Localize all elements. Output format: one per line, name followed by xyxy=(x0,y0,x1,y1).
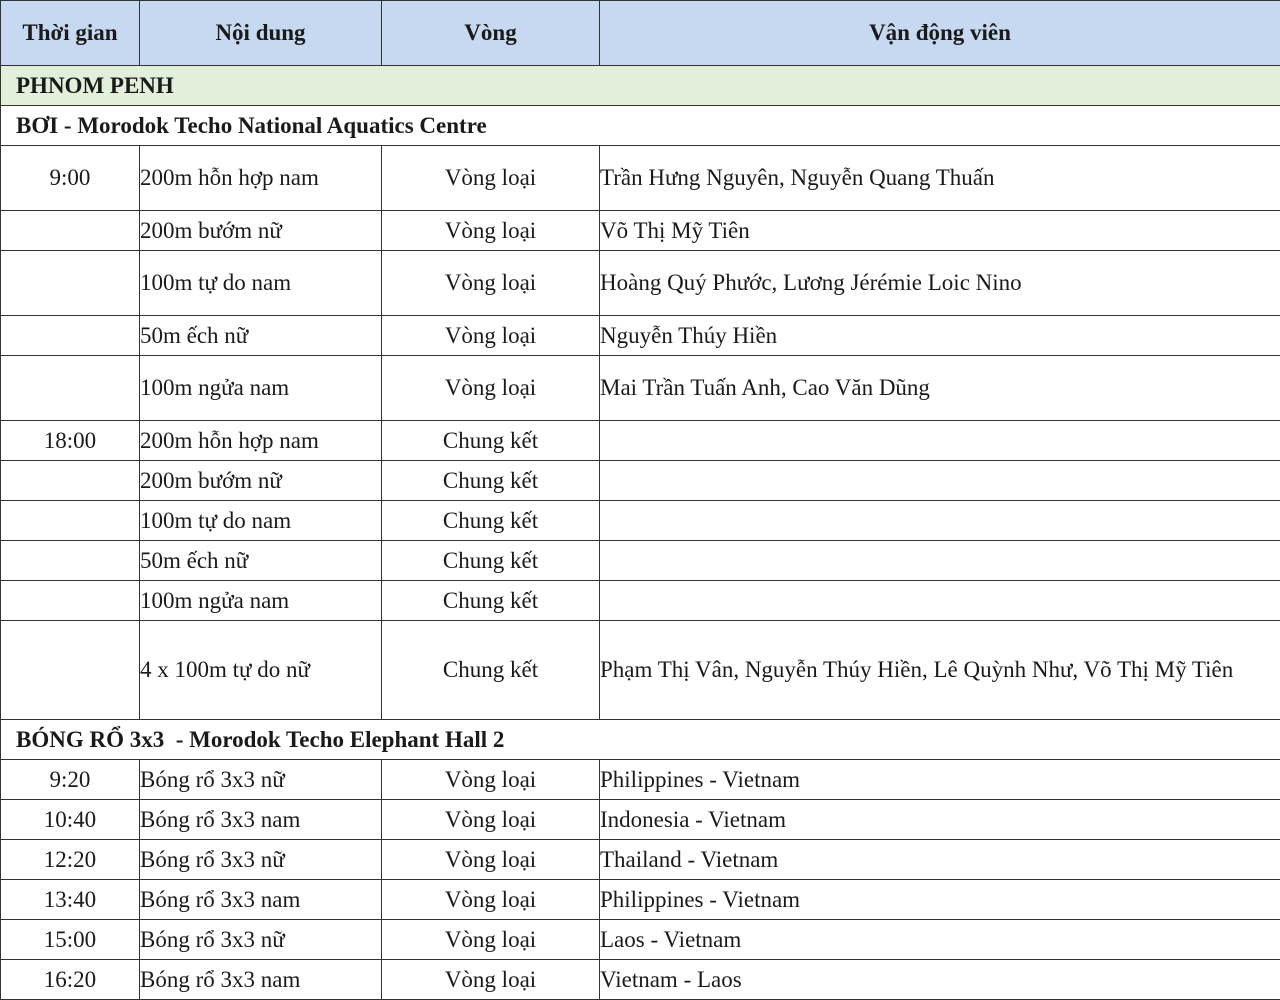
table-row xyxy=(1,501,1280,541)
section-header-swimming xyxy=(1,106,1280,146)
event-cell: Bóng rổ 3x3 nữ xyxy=(140,840,382,880)
round-cell: Vòng loại xyxy=(382,800,600,840)
event-cell: Bóng rổ 3x3 nữ xyxy=(140,760,382,800)
header-round: Vòng xyxy=(382,1,600,66)
time-cell: 9:20 xyxy=(1,760,140,800)
round-cell: Vòng loại xyxy=(382,760,600,800)
header-row xyxy=(1,1,1280,66)
event-cell: 100m ngửa nam xyxy=(140,581,382,621)
athletes-cell: Võ Thị Mỹ Tiên xyxy=(600,211,1280,251)
event-cell: Bóng rổ 3x3 nam xyxy=(140,960,382,1000)
athletes-cell xyxy=(600,581,1280,621)
round-cell: Vòng loại xyxy=(382,960,600,1000)
event-cell: 200m hỗn hợp nam xyxy=(140,146,382,211)
event-cell: 4 x 100m tự do nữ xyxy=(140,621,382,720)
round-cell: Vòng loại xyxy=(382,251,600,316)
table-row xyxy=(1,960,1280,1000)
time-cell: 12:20 xyxy=(1,840,140,880)
round-cell: Chung kết xyxy=(382,501,600,541)
table-row xyxy=(1,760,1280,800)
time-cell xyxy=(1,621,140,720)
table-row xyxy=(1,356,1280,421)
time-cell: 13:40 xyxy=(1,880,140,920)
round-cell: Chung kết xyxy=(382,621,600,720)
athletes-cell: Indonesia - Vietnam xyxy=(600,800,1280,840)
round-cell: Vòng loại xyxy=(382,211,600,251)
athletes-cell xyxy=(600,421,1280,461)
time-cell xyxy=(1,356,140,421)
athletes-cell: Vietnam - Laos xyxy=(600,960,1280,1000)
table-row xyxy=(1,920,1280,960)
event-cell: Bóng rổ 3x3 nam xyxy=(140,880,382,920)
round-cell: Vòng loại xyxy=(382,356,600,421)
round-cell: Chung kết xyxy=(382,541,600,581)
athletes-cell: Trần Hưng Nguyên, Nguyễn Quang Thuấn xyxy=(600,146,1280,211)
table-row xyxy=(1,461,1280,501)
time-cell xyxy=(1,251,140,316)
section-title: BÓNG RỔ 3x3 - Morodok Techo Elephant Hall 2 xyxy=(1,720,1280,760)
round-cell: Chung kết xyxy=(382,461,600,501)
round-cell: Chung kết xyxy=(382,581,600,621)
time-cell xyxy=(1,541,140,581)
table-row xyxy=(1,211,1280,251)
athletes-cell: Thailand - Vietnam xyxy=(600,840,1280,880)
table-row xyxy=(1,251,1280,316)
round-cell: Vòng loại xyxy=(382,316,600,356)
time-cell xyxy=(1,581,140,621)
event-cell: 200m bướm nữ xyxy=(140,211,382,251)
table-row xyxy=(1,146,1280,211)
time-cell xyxy=(1,316,140,356)
event-cell: 100m tự do nam xyxy=(140,501,382,541)
header-time: Thời gian xyxy=(1,1,140,66)
event-cell: 100m tự do nam xyxy=(140,251,382,316)
athletes-cell xyxy=(600,541,1280,581)
athletes-cell: Mai Trần Tuấn Anh, Cao Văn Dũng xyxy=(600,356,1280,421)
city-row xyxy=(1,66,1280,106)
round-cell: Vòng loại xyxy=(382,146,600,211)
section-title: BƠI - Morodok Techo National Aquatics Centre xyxy=(1,106,1280,146)
athletes-cell: Hoàng Quý Phước, Lương Jérémie Loic Nino xyxy=(600,251,1280,316)
athletes-cell: Phạm Thị Vân, Nguyễn Thúy Hiền, Lê Quỳnh Như, Võ Thị Mỹ Tiên xyxy=(600,621,1280,720)
round-cell: Vòng loại xyxy=(382,840,600,880)
time-cell xyxy=(1,501,140,541)
round-cell: Chung kết xyxy=(382,421,600,461)
event-cell: 200m bướm nữ xyxy=(140,461,382,501)
table-row xyxy=(1,541,1280,581)
table-row xyxy=(1,880,1280,920)
header-event: Nội dung xyxy=(140,1,382,66)
event-cell: 200m hỗn hợp nam xyxy=(140,421,382,461)
header-athletes: Vận động viên xyxy=(600,1,1280,66)
time-cell xyxy=(1,461,140,501)
time-cell: 9:00 xyxy=(1,146,140,211)
event-cell: 50m ếch nữ xyxy=(140,541,382,581)
time-cell: 15:00 xyxy=(1,920,140,960)
athletes-cell: Philippines - Vietnam xyxy=(600,760,1280,800)
time-cell: 10:40 xyxy=(1,800,140,840)
event-cell: 50m ếch nữ xyxy=(140,316,382,356)
table-row xyxy=(1,316,1280,356)
event-cell: Bóng rổ 3x3 nam xyxy=(140,800,382,840)
round-cell: Vòng loại xyxy=(382,880,600,920)
section-header-basketball xyxy=(1,720,1280,760)
time-cell: 16:20 xyxy=(1,960,140,1000)
athletes-cell: Philippines - Vietnam xyxy=(600,880,1280,920)
round-cell: Vòng loại xyxy=(382,920,600,960)
city-name: PHNOM PENH xyxy=(1,66,1280,106)
athletes-cell xyxy=(600,461,1280,501)
table-row xyxy=(1,800,1280,840)
time-cell: 18:00 xyxy=(1,421,140,461)
table-row xyxy=(1,840,1280,880)
event-cell: Bóng rổ 3x3 nữ xyxy=(140,920,382,960)
athletes-cell: Nguyễn Thúy Hiền xyxy=(600,316,1280,356)
table-row xyxy=(1,621,1280,720)
table-row xyxy=(1,421,1280,461)
athletes-cell xyxy=(600,501,1280,541)
time-cell xyxy=(1,211,140,251)
athletes-cell: Laos - Vietnam xyxy=(600,920,1280,960)
event-cell: 100m ngửa nam xyxy=(140,356,382,421)
table-row xyxy=(1,581,1280,621)
